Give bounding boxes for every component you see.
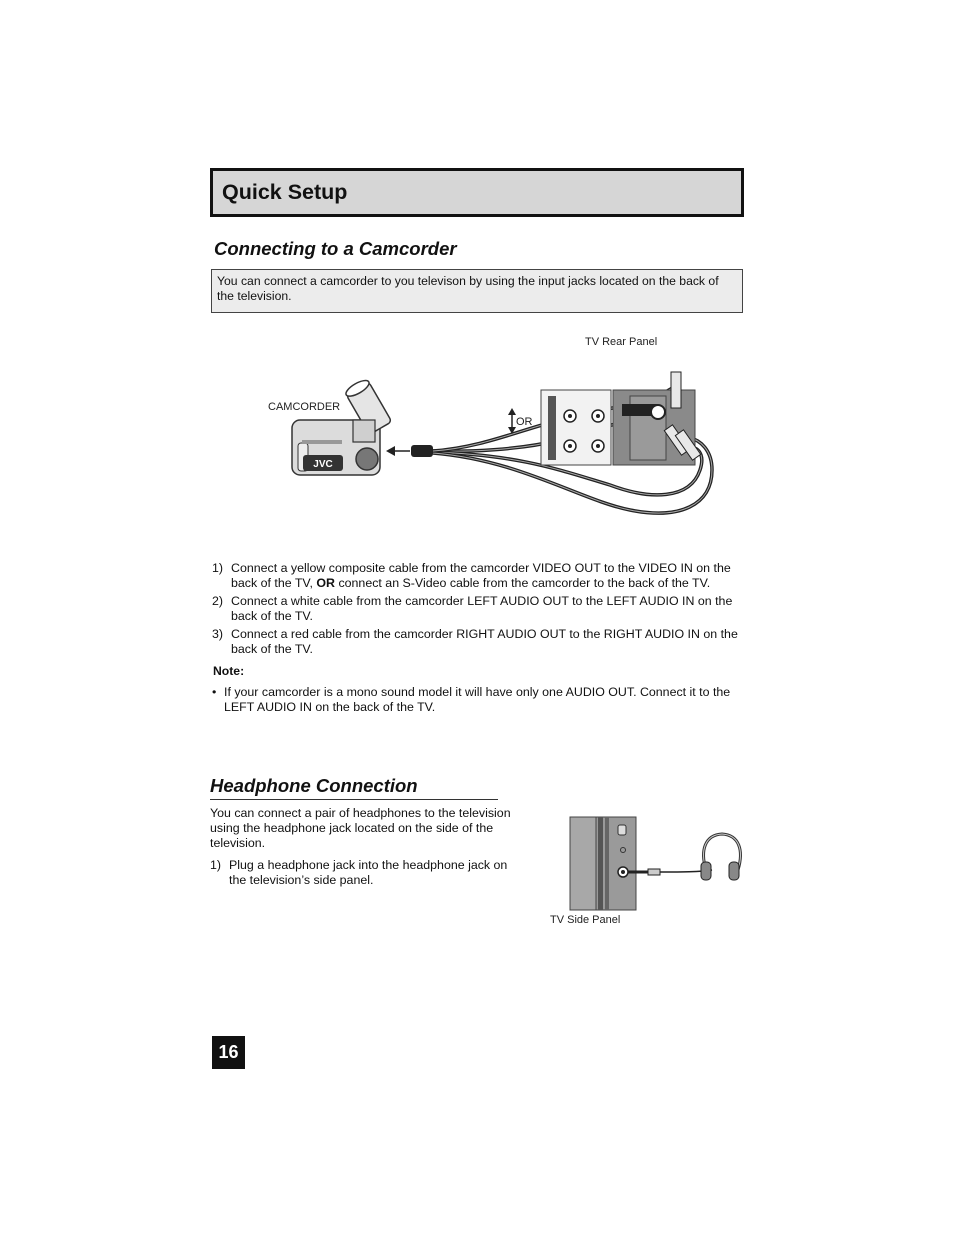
tv-side-panel-label: TV Side Panel — [550, 914, 621, 926]
step-text-part: connect an S-Video cable from the camcorder to the back of the TV. — [335, 576, 711, 590]
note-title: Note: — [213, 664, 245, 678]
camcorder-illustration — [292, 378, 392, 475]
camcorder-heading: Connecting to a Camcorder — [214, 238, 457, 259]
step-number: 3) — [212, 627, 224, 641]
camcorder-step-2 — [212, 594, 742, 626]
tv-side-panel-illustration — [570, 817, 636, 910]
headphone-intro: You can connect a pair of headphones to the television using the headphone jack located on the side of the television. — [210, 806, 511, 850]
headphone-connection-diagram — [560, 810, 750, 915]
heading-underline — [210, 799, 498, 800]
bullet-dot: • — [212, 685, 217, 699]
camcorder-step-3 — [212, 627, 742, 659]
camcorder-intro-text: You can connect a camcorder to you televison by using the input jacks located on the back of the television. — [217, 274, 719, 303]
camcorder-intro-box — [211, 269, 743, 313]
note-bullet-item — [212, 685, 742, 717]
step-text: Connect a red cable from the camcorder RIGHT AUDIO OUT to the RIGHT AUDIO IN on the back of the TV. — [231, 627, 738, 656]
camcorder-brand-logo: JVC — [313, 459, 333, 470]
step-number: 1) — [212, 561, 224, 575]
headphones-icon — [701, 834, 740, 880]
note-text: If your camcorder is a mono sound model it will have only one AUDIO OUT. Connect it to the LEFT AUDIO IN on the back of the TV. — [224, 685, 731, 714]
page-number: 16 — [212, 1036, 245, 1069]
headphone-step-1 — [210, 858, 520, 890]
step-text-part: Connect a yellow composite cable from the camcorder VIDEO OUT to the VIDEO IN on the back of the TV, — [231, 561, 731, 590]
step-text: Plug a headphone jack into the headphone jack on the television’s side panel. — [229, 858, 508, 887]
banner-title: Quick Setup — [222, 180, 348, 204]
camcorder-step-1 — [212, 561, 742, 593]
step-number: 1) — [210, 858, 222, 872]
headphone-heading: Headphone Connection — [210, 775, 418, 796]
step-text — [231, 561, 743, 591]
section-banner — [210, 168, 744, 217]
tv-rear-panel-label: TV Rear Panel — [585, 336, 658, 348]
step-text: Connect a white cable from the camcorder LEFT AUDIO OUT to the LEFT AUDIO IN on the back of the TV. — [231, 594, 733, 623]
tv-rear-panel-illustration — [541, 372, 701, 465]
camcorder-label: CAMCORDER — [268, 401, 341, 413]
or-label: OR — [516, 416, 533, 428]
step-text-or: OR — [316, 576, 336, 590]
step-number: 2) — [212, 594, 224, 608]
camcorder-connection-diagram — [280, 355, 720, 525]
